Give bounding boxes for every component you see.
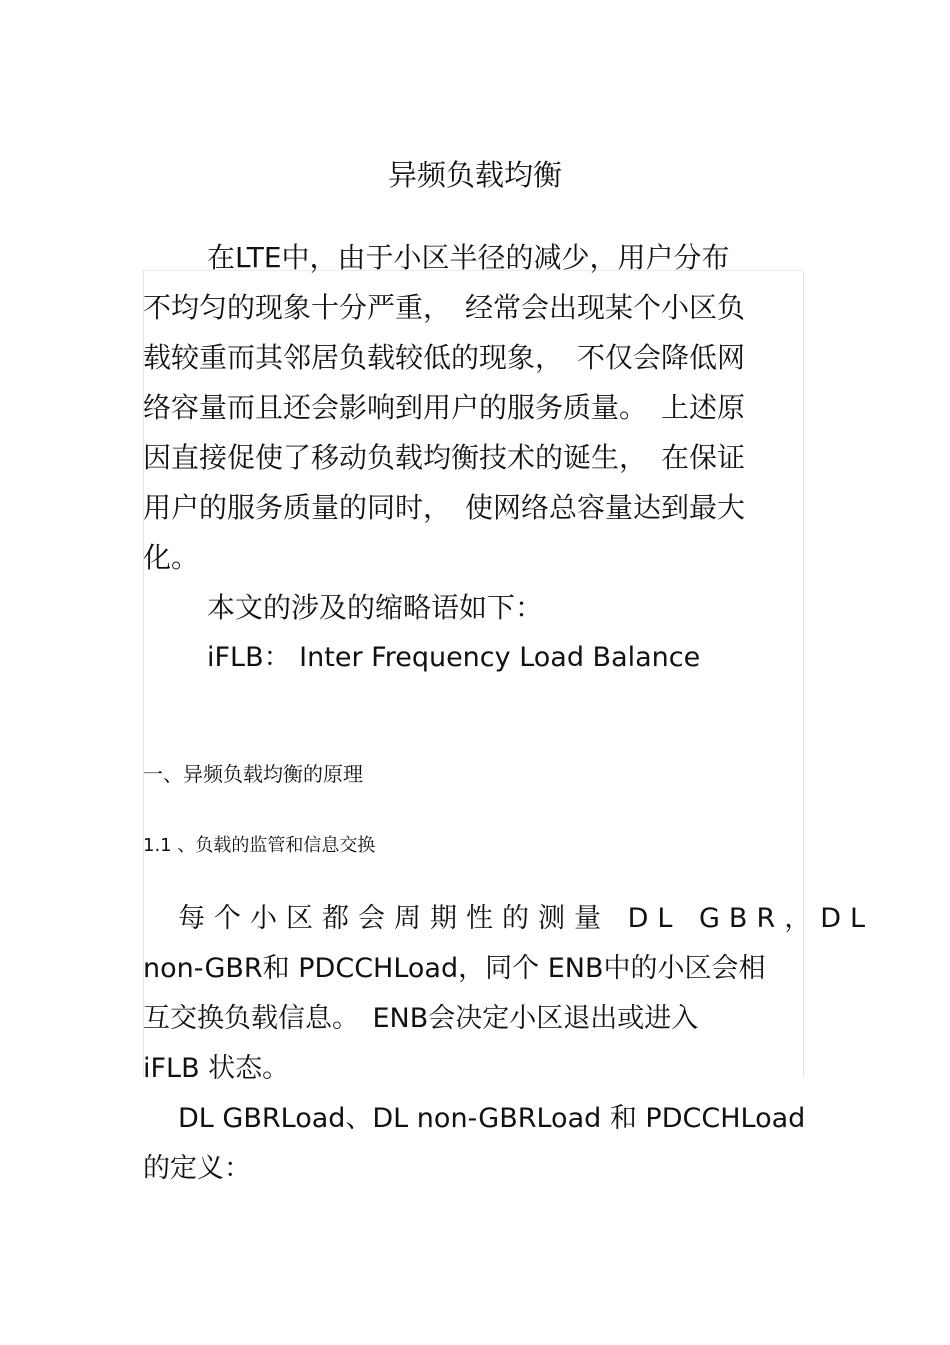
- definition-line-1: DL GBRLoad、DL non-GBRLoad 和 PDCCHLoad: [178, 1103, 806, 1134]
- definition-line-2: 的定义：: [143, 1153, 251, 1184]
- section-1-1-heading: 1.1 、负载的监管和信息交换: [143, 835, 376, 856]
- intro-line-2: 不均匀的现象十分严重， 经常会出现某个小区负: [143, 291, 746, 324]
- intro-line-7: 化。: [143, 541, 200, 574]
- body-line-1: 每个小区都会周期性的测量 DL GBR，DL: [178, 903, 875, 934]
- abbr-definition: iFLB： Inter Frequency Load Balance: [207, 642, 701, 673]
- section-1-heading: 一、异频负载均衡的原理: [143, 762, 363, 786]
- intro-line-3: 载较重而其邻居负载较低的现象， 不仅会降低网: [143, 341, 746, 374]
- intro-line-6: 用户的服务质量的同时， 使网络总容量达到最大: [143, 491, 746, 524]
- intro-line-1: 在LTE中，由于小区半径的减少，用户分布: [207, 241, 730, 274]
- body-line-3: 互交换负载信息。 ENB会决定小区退出或进入: [143, 1003, 699, 1034]
- intro-line-4: 络容量而且还会影响到用户的服务质量。 上述原: [143, 391, 746, 424]
- body-line-2: non-GBR和 PDCCHLoad，同个 ENB中的小区会相: [143, 953, 766, 984]
- body-line-4: iFLB 状态。: [143, 1053, 290, 1084]
- intro-line-5: 因直接促使了移动负载均衡技术的诞生， 在保证: [143, 441, 746, 474]
- document-title: 异频负载均衡: [387, 158, 562, 192]
- abbr-intro: 本文的涉及的缩略语如下：: [207, 591, 544, 624]
